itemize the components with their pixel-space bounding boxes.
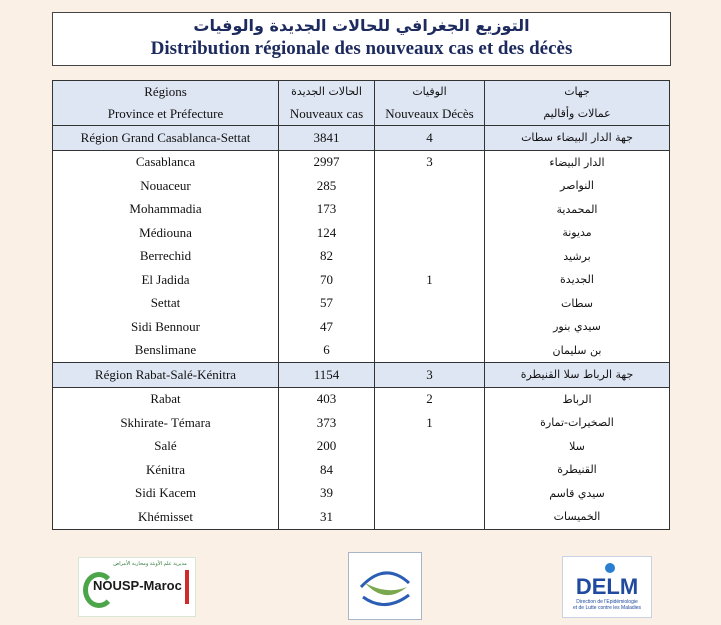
table-row	[53, 221, 670, 245]
cell-deaths	[375, 482, 485, 506]
cell-deaths: 1	[375, 268, 485, 292]
cell-name-ar: جهة الدار البيضاء سطات	[485, 126, 670, 151]
table-row	[53, 339, 670, 363]
cell-name-fr: Skhirate- Témara	[53, 411, 279, 435]
cell-cases: 200	[279, 435, 375, 459]
delm-subtitle-2: et de Lutte contre les Maladies	[572, 605, 642, 611]
cell-cases: 2997	[279, 150, 375, 174]
cell-name-fr: Région Grand Casablanca-Settat	[53, 126, 279, 151]
table-row	[53, 198, 670, 222]
cell-name-ar: المحمدية	[485, 198, 670, 222]
cell-cases: 39	[279, 482, 375, 506]
cell-name-fr: Sidi Bennour	[53, 315, 279, 339]
nousp-brand: NOUSP-Maroc	[93, 578, 182, 593]
cell-cases: 403	[279, 387, 375, 411]
table-row	[53, 435, 670, 459]
cell-cases: 70	[279, 268, 375, 292]
distribution-table	[52, 80, 670, 530]
title-arabic: التوزيع الجغرافي للحالات الجديدة والوفيات	[193, 16, 530, 35]
cell-name-ar: جهة الرباط سلا القنيطرة	[485, 363, 670, 388]
cell-deaths	[375, 198, 485, 222]
table-row	[53, 482, 670, 506]
header-deaths-fr: Nouveaux Décès	[385, 106, 474, 121]
header-cases-fr: Nouveaux cas	[289, 106, 364, 121]
cell-name-fr: Mohammadia	[53, 198, 279, 222]
cell-deaths: 1	[375, 411, 485, 435]
table-row	[53, 292, 670, 316]
header-regions-ar	[485, 81, 670, 126]
header-regions-fr	[53, 81, 279, 126]
title-box	[52, 12, 671, 66]
title-french: Distribution régionale des nouveaux cas et des décès	[150, 38, 573, 59]
cell-name-ar: النواصر	[485, 174, 670, 198]
cell-name-fr: Salé	[53, 435, 279, 459]
table-row	[53, 245, 670, 269]
cell-name-fr: Nouaceur	[53, 174, 279, 198]
cell-cases: 84	[279, 458, 375, 482]
cell-cases: 6	[279, 339, 375, 363]
cell-name-fr: El Jadida	[53, 268, 279, 292]
cell-name-ar: سلا	[485, 435, 670, 459]
cell-deaths	[375, 458, 485, 482]
cell-name-ar: الجديدة	[485, 268, 670, 292]
cell-deaths: 3	[375, 150, 485, 174]
ministry-emblem-logo	[348, 552, 422, 620]
cell-cases: 173	[279, 198, 375, 222]
cell-name-ar: الخميسات	[485, 505, 670, 529]
cell-name-fr: Casablanca	[53, 150, 279, 174]
delm-subtitle-1: Direction de l'Epidémiologie	[576, 599, 638, 605]
cell-name-fr: Sidi Kacem	[53, 482, 279, 506]
region-row	[53, 363, 670, 388]
cell-cases: 47	[279, 315, 375, 339]
cell-name-ar: الدار البيضاء	[485, 150, 670, 174]
table-row	[53, 174, 670, 198]
table-header-row	[53, 81, 670, 126]
cell-name-ar: سيدي قاسم	[485, 482, 670, 506]
header-province-label: Province et Préfecture	[107, 106, 224, 121]
cell-deaths	[375, 435, 485, 459]
cell-deaths	[375, 292, 485, 316]
delm-dot-icon	[605, 563, 615, 573]
cell-cases: 82	[279, 245, 375, 269]
cell-cases: 57	[279, 292, 375, 316]
table-row	[53, 505, 670, 529]
cell-deaths	[375, 245, 485, 269]
cell-cases: 373	[279, 411, 375, 435]
table-row	[53, 268, 670, 292]
cell-name-ar: الصخيرات-تمارة	[485, 411, 670, 435]
cell-deaths	[375, 505, 485, 529]
cell-name-fr: Settat	[53, 292, 279, 316]
header-cases-ar: الحالات الجديدة	[291, 85, 362, 98]
table-row	[53, 150, 670, 174]
cell-name-ar: بن سليمان	[485, 339, 670, 363]
cell-name-fr: Médiouna	[53, 221, 279, 245]
cell-cases: 31	[279, 505, 375, 529]
nousp-top-text: مديرية علم الأوبئة ومحاربة الأمراض	[113, 561, 187, 567]
nousp-red-bar-icon	[185, 570, 189, 604]
cell-name-ar: سيدي بنور	[485, 315, 670, 339]
cell-cases: 1154	[279, 363, 375, 388]
emblem-icon	[349, 553, 421, 619]
delm-brand: DELM	[575, 574, 639, 599]
cell-deaths	[375, 339, 485, 363]
cell-deaths	[375, 315, 485, 339]
delm-logo	[562, 556, 652, 618]
header-regions-label: Régions	[144, 84, 187, 99]
table-row	[53, 458, 670, 482]
cell-deaths: 2	[375, 387, 485, 411]
cell-name-ar: القنيطرة	[485, 458, 670, 482]
nousp-logo	[78, 557, 196, 617]
cell-name-fr: Benslimane	[53, 339, 279, 363]
table-body	[53, 126, 670, 530]
cell-name-fr: Région Rabat-Salé-Kénitra	[53, 363, 279, 388]
cell-name-fr: Berrechid	[53, 245, 279, 269]
cell-name-ar: برشيد	[485, 245, 670, 269]
cell-cases: 124	[279, 221, 375, 245]
cell-name-fr: Rabat	[53, 387, 279, 411]
header-deaths	[375, 81, 485, 126]
header-regions-ar-2: عمالات وأقاليم	[543, 107, 611, 120]
header-regions-ar-1: جهات	[564, 85, 590, 98]
cell-name-ar: الرباط	[485, 387, 670, 411]
cell-cases: 3841	[279, 126, 375, 151]
cell-deaths	[375, 174, 485, 198]
delm-subtitle	[563, 599, 651, 611]
table-row	[53, 315, 670, 339]
cell-name-fr: Kénitra	[53, 458, 279, 482]
table-row	[53, 387, 670, 411]
table-row	[53, 411, 670, 435]
cell-cases: 285	[279, 174, 375, 198]
cell-name-ar: مديونة	[485, 221, 670, 245]
cell-deaths	[375, 221, 485, 245]
cell-name-ar: سطات	[485, 292, 670, 316]
cell-name-fr: Khémisset	[53, 505, 279, 529]
cell-deaths: 3	[375, 363, 485, 388]
cell-deaths: 4	[375, 126, 485, 151]
header-cases	[279, 81, 375, 126]
header-deaths-ar: الوفيات	[412, 85, 447, 98]
region-row	[53, 126, 670, 151]
